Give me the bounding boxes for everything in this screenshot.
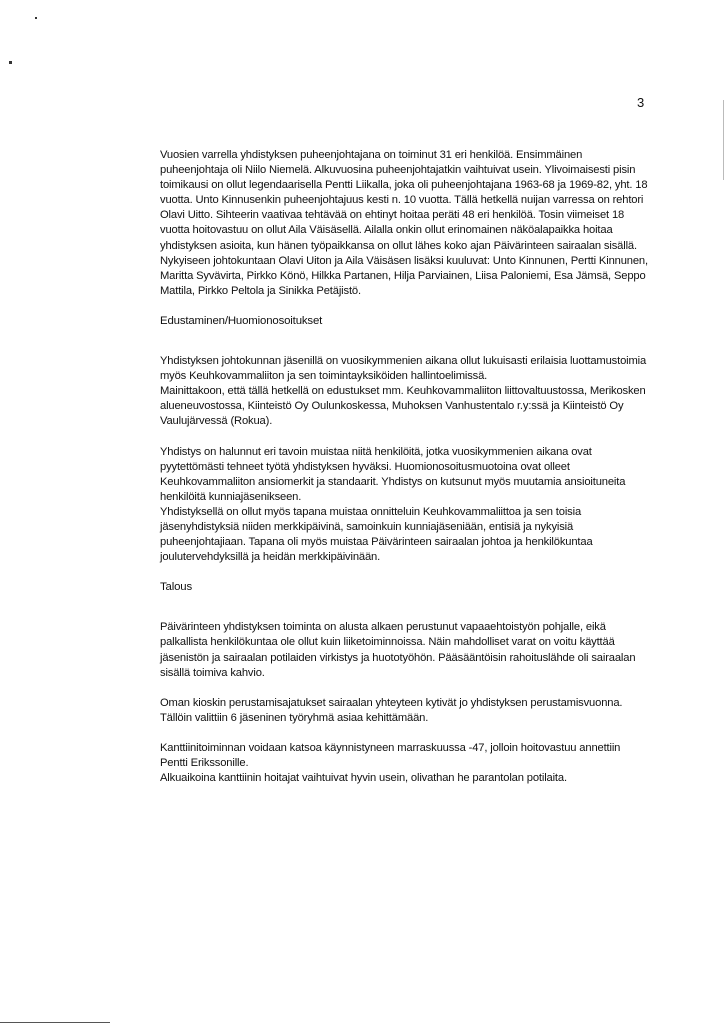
paragraph: Yhdistys on halunnut eri tavoin muistaa niitä henkilöitä, jotka vuosikymmenien aikana ovat pyytettömästi tehneet työtä yhdistyksen hyväksi. Huomionosoitusmuotoina ovat olleet Keuhkovammaliiton ansiomerkit ja standaarit. Yhdistys on kutsunut myös muutamia ansioituneita henkilöitä kunniajäsenikseen. [160,445,626,503]
bottom-scan-rule [0,1022,110,1023]
paragraph: Alkuaikoina kanttiinin hoitajat vaihtuivat hyvin usein, olivathan he parantolan potilaita. [160,772,567,785]
section-heading: Talous [160,581,193,594]
page-number: 3 [637,95,645,110]
document-body [160,148,648,786]
scan-speck [35,17,37,19]
paragraph: Kanttiinitoiminnan voidaan katsoa käynnistyneen marraskuussa -47, jolloin hoitovastuu annettiin Pentti Erikssonille. [160,741,621,769]
paragraph: Oman kioskin perustamisajatukset sairaalan yhteyteen kytivät jo yhdistyksen perustamisvuonna. Tällöin valittiin 6 jäseninen työryhmä asiaa kehittämään. [160,696,623,724]
paragraph: Yhdistyksellä on ollut myös tapana muistaa onnitteluin Keuhkovammaliittoa ja sen toisia jäsenyhdistyksiä niiden merkkipäivinä, samoinkuin kunniajäseniään, entisiä ja nykyisiä puheenjohtajiaan. Tapana oli myös muistaa Päivärinteen sairaalan johtoa ja henkilökuntaa joulutervehdyksillä ja heidän merkkipäivinään. [160,505,593,564]
paragraph: Päivärinteen yhdistyksen toiminta on alusta alkaen perustunut vapaaehtoistyön pohjalle, eikä palkallista henkilökuntaa ole ollut kuin liiketoiminnoissa. Näin mahdolliset varat on voitu käyttää jäsenistön ja sairaalan potilaiden virkistys ja huototyöhön. Pääsääntöisin rahoituslähde oli sairaalan sisällä toimiva kahvio. [160,621,636,679]
section-representation [160,314,648,565]
section-finance [160,580,648,786]
paragraph: Yhdistyksen johtokunnan jäsenillä on vuosikymmenien aikana ollut lukuisasti erilaisia luottamustoimia myös Keuhkovammaliiton ja sen toimintayksiköiden hallintoelimissä. [160,355,647,383]
section-leadership [160,148,648,299]
section-heading: Edustaminen/Huomionosoitukset [160,314,323,327]
scan-speck [9,61,12,64]
paragraph: Nykyiseen johtokuntaan Olavi Uiton ja Aila Väisäsen lisäksi kuuluvat: Unto Kinnunen, Pertti Kinnunen, Maritta Syvävirta, Pirkko Könö, Hilkka Partanen, Hilja Parviainen, Liisa Paloniemi, Esa Jämsä, Seppo Mattila, Pirkko Peltola ja Sinikka Petäjistö. [160,254,648,297]
paragraph: Mainittakoon, että tällä hetkellä on edustukset mm. Keuhkovammaliiton liittovaltuustossa, Merikosken alueneuvostossa, Kiinteistö Oy Oulunkoskessa, Muhoksen Vanhustentalo r.y:ssä ja Kiinteistö Oy Vaulujärvessä (Rokua). [160,385,646,428]
paragraph: Vuosien varrella yhdistyksen puheenjohtajana on toiminut 31 eri henkilöä. Ensimmäinen puheenjohtaja oli Niilo Niemelä. Alkuvuosina puheenjohtajatkin vaihtuivat usein. Ylivoimaisesti pisin toimikausi on ollut legendaarisella Pentti Liikalla, joka oli puheenjohtajana 1963-68 ja 1969-82, yht. 18 vuotta. Unto Kinnusenkin puheenjohtajuus kesti n. 10 vuotta. Tällä hetkellä nuijan varressa on rehtori Olavi Uitto. Sihteerin vaativaa tehtävää on ehtinyt hoitaa peräti 48 eri henkilöä. Tosin viimeiset 18 vuotta hoitovastuu on ollut Aila Väisäsellä. Ailalla onkin ollut erinomainen näköalapaikka hoitaa yhdistyksen asioita, kun hänen työpaikkansa on ollut lähes koko ajan Päivärinteen sairaalan sisällä. [160,149,648,252]
